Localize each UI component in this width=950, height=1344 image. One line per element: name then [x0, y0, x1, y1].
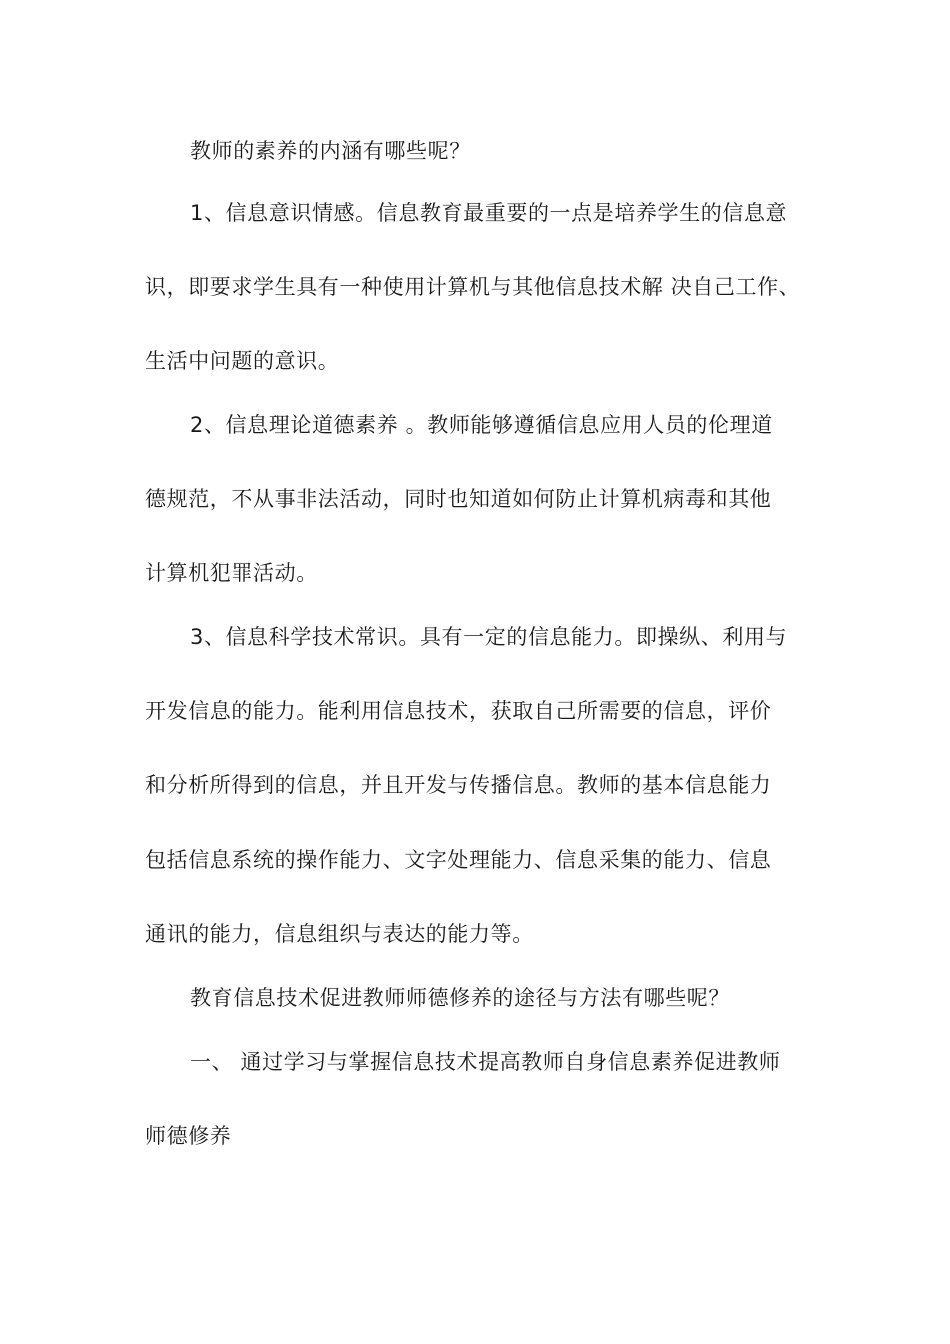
question-heading-1: 教师的素养的内涵有哪些呢？ — [190, 139, 471, 163]
section-one-line-1: 一、 通过学习与掌握信息技术提高教师自身信息素养促进教师 — [190, 1050, 781, 1074]
question-heading-2: 教育信息技术促进教师师德修养的途径与方法有哪些呢？ — [190, 986, 730, 1010]
point-2-line-1: 2、信息理论道德素养 。教师能够遵循信息应用人员的伦理道 — [190, 413, 773, 437]
point-2-line-2: 德规范，不从事非法活动，同时也知道如何防止计算机病毒和其他 — [145, 487, 772, 511]
point-1-line-1: 1、信息意识情感。信息教育最重要的一点是培养学生的信息意 — [190, 201, 788, 225]
point-3-line-2: 开发信息的能力。能利用信息技术，获取自己所需要的信息，评价 — [145, 699, 772, 723]
point-3-line-5: 通讯的能力，信息组织与表达的能力等。 — [145, 922, 534, 946]
point-3-line-1: 3、信息科学技术常识。具有一定的信息能力。即操纵、利用与 — [190, 625, 788, 649]
point-1-line-2: 识，即要求学生具有一种使用计算机与其他信息技术解 决自己工作、 — [145, 275, 801, 299]
point-3-line-3: 和分析所得到的信息，并且开发与传播信息。教师的基本信息能力 — [145, 773, 772, 797]
point-2-line-3: 计算机犯罪活动。 — [145, 561, 318, 585]
point-3-line-4: 包括信息系统的操作能力、文字处理能力、信息采集的能力、信息 — [145, 848, 772, 872]
section-one-line-2: 师德修养 — [145, 1124, 232, 1148]
point-1-line-3: 生活中问题的意识。 — [145, 349, 340, 373]
